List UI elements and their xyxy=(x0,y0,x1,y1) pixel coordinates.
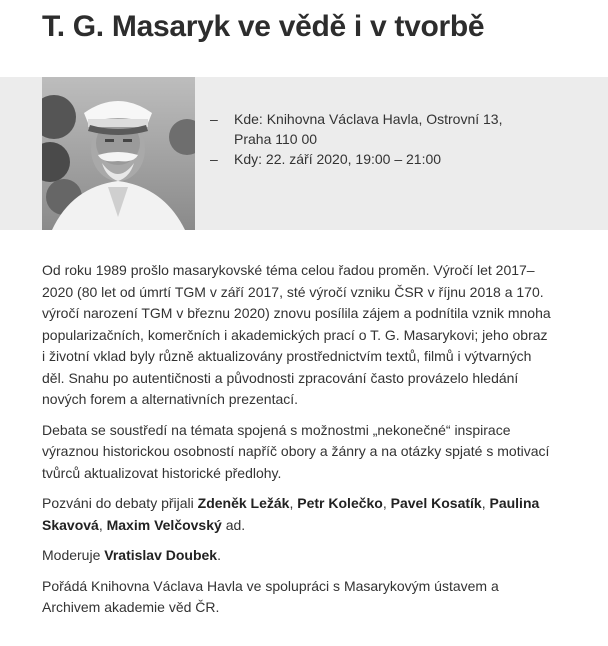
portrait-photo xyxy=(42,77,195,230)
guest-name: Pavel Kosatík xyxy=(390,495,482,511)
moderator-intro: Moderuje xyxy=(42,547,101,563)
paragraph-debate: Debata se soustředí na témata spojená s možnostmi „nekonečné“ inspirace výraznou historickou osobností napříč obory a žánry a na otázky spjaté s motivací tvůrců aktualizovat historické předlohy. xyxy=(42,421,550,481)
separator: , xyxy=(481,495,486,511)
paragraph-moderator xyxy=(42,545,552,567)
guests-outro: ad. xyxy=(225,516,246,533)
list-dash: – xyxy=(210,111,218,127)
page-title: T. G. Masaryk ve vědě i v tvorbě xyxy=(42,10,485,43)
separator: , xyxy=(289,495,294,511)
guest-name: Petr Kolečko xyxy=(297,495,383,511)
separator: , xyxy=(98,516,103,533)
paragraph-guests xyxy=(42,493,552,536)
guest-name: Maxim Velčovský xyxy=(106,516,222,533)
portrait-image xyxy=(42,77,195,230)
list-dash: – xyxy=(210,151,218,167)
guests-intro: Pozváni do debaty přijali xyxy=(42,495,194,511)
event-location-text: Kde: Knihovna Václava Havla, Ostrovní 13, Praha 110 00 xyxy=(234,111,503,147)
moderator-end: . xyxy=(217,547,221,563)
guest-name: Zdeněk Ležák xyxy=(197,495,290,511)
paragraph-organizer: Pořádá Knihovna Václava Havla ve spolupráci s Masarykovým ústavem a Archivem akademie věd ČR. xyxy=(42,577,499,615)
guest-name: Paulina Skavová xyxy=(42,495,540,533)
moderator-name: Vratislav Doubek xyxy=(104,547,218,563)
event-details xyxy=(210,109,534,169)
event-info-band xyxy=(0,77,608,230)
event-location xyxy=(210,109,534,149)
event-time xyxy=(210,149,534,169)
paragraph-intro: Od roku 1989 prošlo masarykovské téma celou řadou proměn. Výročí let 2017–2020 (80 let od úmrtí TGM v září 2017, sté výročí vzniku ČSR v říjnu 2018 a 170. výročí narození TGM v březnu 2020) znovu posílila zájem a podnítila vznik mnoha popularizačních, komerčních i akademických prací o T. G. Masarykovi; jeho obraz i životní vklad byly různě aktualizovány prostřednictvím textů, filmů i výtvarných děl. Snahu po autentičnosti a původnosti zpracování často provázelo hledání nových forem a alternativních prezentací. xyxy=(42,262,551,407)
event-time-text: Kdy: 22. září 2020, 19:00 – 21:00 xyxy=(234,151,442,167)
separator: , xyxy=(382,495,387,511)
article-body xyxy=(42,260,552,628)
